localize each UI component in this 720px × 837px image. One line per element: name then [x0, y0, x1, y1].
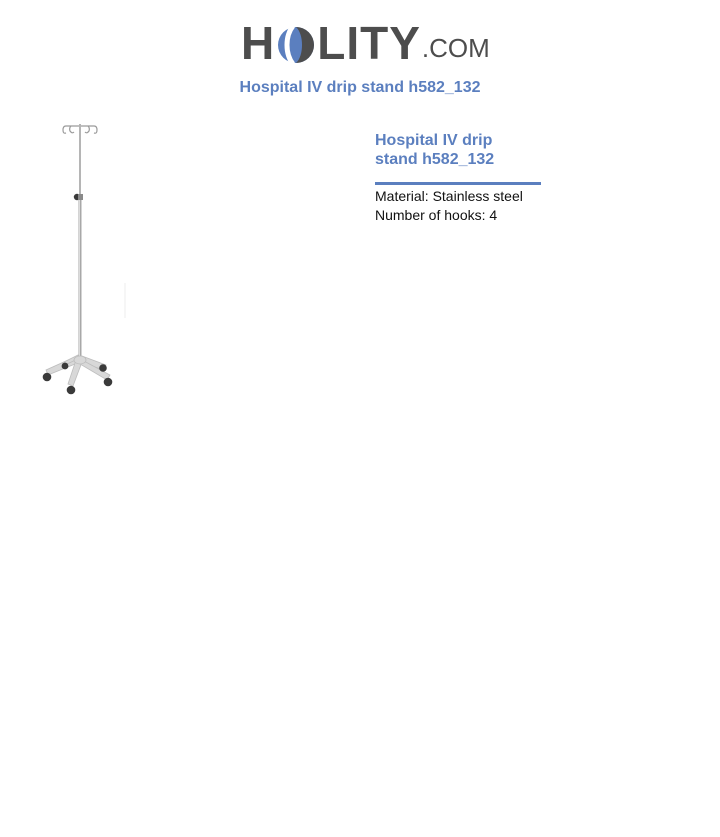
- logo-suffix: .COM: [421, 33, 490, 63]
- product-name: Hospital IV drip stand h582_132: [375, 132, 495, 168]
- product-image: [36, 118, 126, 400]
- logo-wordmark: [241, 18, 421, 68]
- holity-o-swirl-icon: [276, 18, 316, 68]
- page-title: Hospital IV drip stand h582_132: [239, 79, 481, 96]
- iv-drip-stand-image: [36, 118, 126, 400]
- spec-hooks: Number of hooks: 4: [375, 207, 498, 223]
- holity-logo[interactable]: [241, 10, 490, 68]
- logo-text-h: H: [241, 17, 276, 69]
- logo-text-lity: LITY: [317, 17, 421, 69]
- spec-material: Material: Stainless steel: [375, 188, 523, 204]
- title-divider: [375, 182, 541, 185]
- product-info: [375, 131, 545, 225]
